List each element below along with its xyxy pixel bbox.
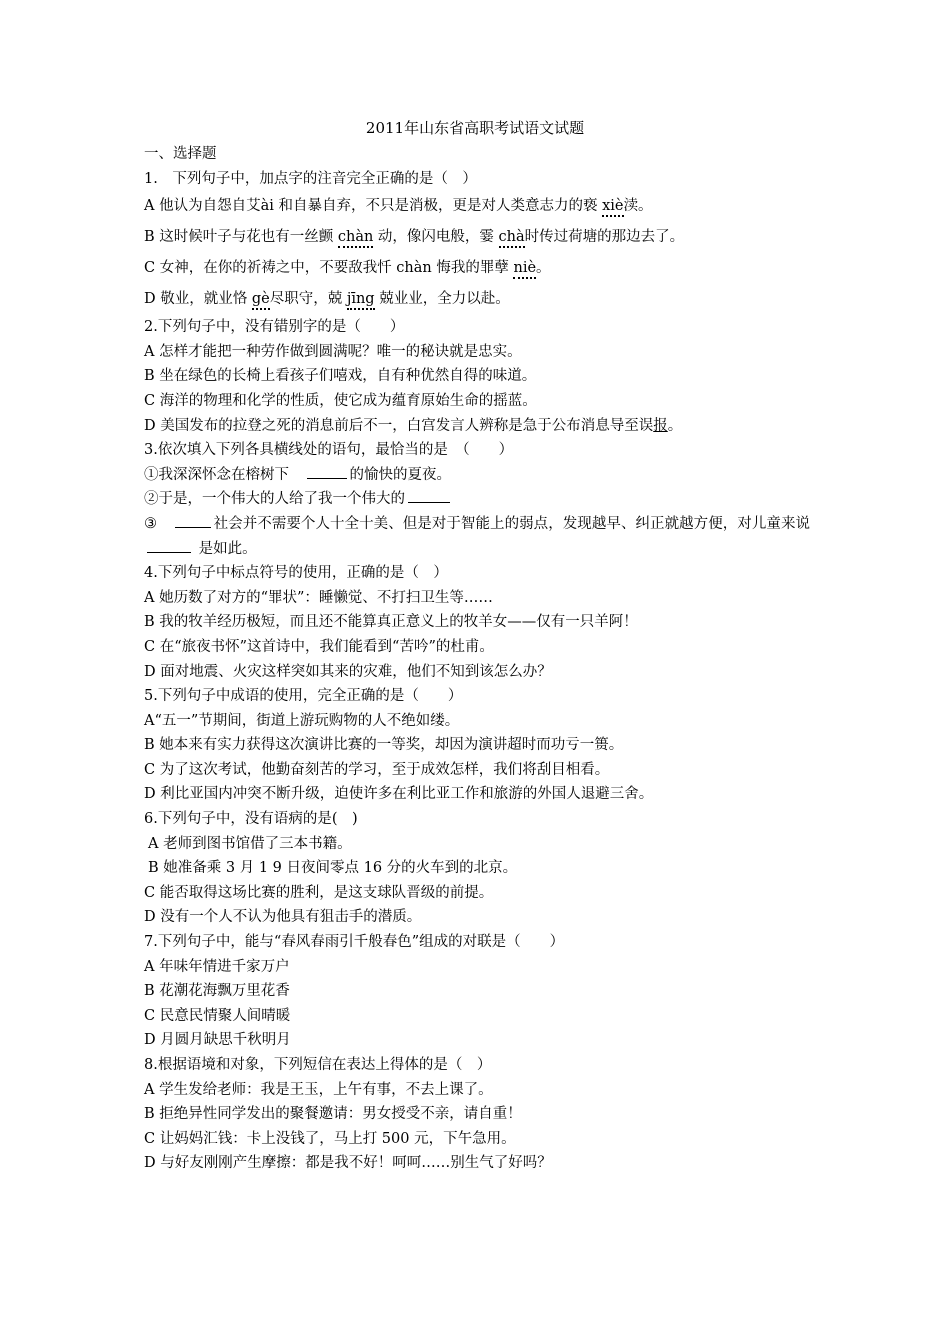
q1-option-a: A 他认为自怨自艾ài 和自暴自弃，不只是消极，更是对人类意志力的亵 xiè渎。 [144,191,810,222]
q7-option-c: C 民意民情聚人间晴暖 [144,1007,291,1024]
q1-stem: 1. 下列句子中，加点字的注音完全正确的是（ ） [144,170,477,187]
q3-stem: 3.依次填入下列各具横线处的语句，最恰当的是 （ ） [144,442,514,459]
fill-blank [147,537,191,553]
q2-option-d: D 美国发布的拉登之死的消息前后不一，白宫发言人辨称是急于公布消息导至误报。 [144,417,683,434]
q6-option-a: A 老师到图书馆借了三本书籍。 [148,835,352,852]
q4-option-a: A 她历数了对方的“罪状”：睡懒觉、不打扫卫生等…… [144,589,493,606]
q2-option-b: B 坐在绿色的长椅上看孩子们嘻戏，自有种优然自得的味道。 [144,368,537,385]
q7-option-a: A 年味年情进千家万户 [144,958,290,975]
pinyin-mark: gè [252,291,270,310]
pinyin-mark: xiè [602,198,623,217]
q8-option-c: C 让妈妈汇钱：卡上没钱了，马上打 500 元，下午急用。 [144,1130,516,1147]
q8-option-d: D 与好友刚刚产生摩擦：都是我不好！呵呵……别生气了好吗？ [144,1155,552,1172]
q5-option-d: D 利比亚国内冲突不断升级，迫使许多在利比亚工作和旅游的外国人退避三舍。 [144,786,654,803]
q3-sentence-2: ②于是，一个伟大的人给了我一个伟大的 [144,487,810,512]
q6-option-c: C 能否取得这场比赛的胜利，是这支球队晋级的前提。 [144,884,494,901]
q4-stem: 4.下列句子中标点符号的使用，正确的是（ ） [144,565,448,582]
q1-option-b: B 这时候叶子与花也有一丝颤 chàn 动，像闪电般，霎 chà时传过荷塘的那边去了。 [144,222,810,253]
q6-option-b: B 她准备乘 3 月 1 9 日夜间零点 16 分的火车到的北京。 [148,860,518,877]
q1-option-c: C 女神，在你的祈祷之中，不要敌我忏 chàn 悔我的罪孽 niè。 [144,253,810,284]
q7-stem: 7.下列句子中，能与“春风春雨引千般春色”组成的对联是（ ） [144,934,565,951]
q6-stem: 6.下列句子中，没有语病的是( ) [144,811,358,828]
q8-stem: 8.根据语境和对象，下列短信在表达上得体的是（ ） [144,1057,492,1073]
q3-sentence-1: ①我深深怀念在榕树下 的愉快的夏夜。 [144,463,810,488]
q5-option-b: B 她本来有实力获得这次演讲比赛的一等奖，却因为演讲超时而功亏一篑。 [144,737,624,754]
q7-option-d: D 月圆月缺思千秋明月 [144,1032,291,1049]
q1-option-d: D 敬业，就业恪 gè尽职守，兢 jīng 兢业业，全力以赴。 [144,284,810,315]
fill-blank [408,487,450,503]
fill-blank [175,512,211,528]
section-heading: 一、选择题 [144,146,217,162]
q8-option-a: A 学生发给老师：我是王玉，上午有事，不去上课了。 [144,1081,493,1098]
pinyin-mark: chà [499,229,525,248]
q2-stem: 2.下列句子中，没有错别字的是（ ） [144,319,405,336]
q5-option-c: C 为了这次考试，他勤奋刻苦的学习，至于成效怎样，我们将刮目相看。 [144,761,610,778]
q8-option-b: B 拒绝异性同学发出的聚餐邀请：男女授受不亲，请自重！ [144,1106,522,1123]
pinyin-mark: ài [260,198,274,215]
q7-option-b: B 花潮花海飘万里花香 [144,983,290,1000]
underlined-char: 报 [653,417,668,434]
pinyin-mark: jīng [347,291,375,310]
q4-option-b: B 我的牧羊经历极短，而且还不能算真正意义上的牧羊女——仅有一只羊阿！ [144,614,638,631]
q4-option-d: D 面对地震、火灾这样突如其来的灾难，他们不知到该怎么办？ [144,663,552,680]
q2-option-a: A 怎样才能把一种劳作做到圆满呢？唯一的秘诀就是忠实。 [144,343,522,360]
pinyin-mark: niè [513,260,536,279]
fill-blank [307,463,347,479]
q5-option-a: A“五一”节期间，街道上游玩购物的人不绝如缕。 [144,712,460,729]
document-body [144,142,810,1176]
q6-option-d: D 没有一个人不认为他具有狙击手的潜质。 [144,909,422,926]
q3-sentence-3: ③ 社会并不需要个人十全十美、但是对于智能上的弱点，发现越早、纠正就越方便，对儿童来说 是如此。 [144,512,810,561]
pinyin-mark: chàn [338,229,373,248]
document-title: 2011年山东省高职考试语文试题 [365,119,585,137]
q4-option-c: C 在“旅夜书怀”这首诗中，我们能看到“苦吟”的杜甫。 [144,638,494,655]
q5-stem: 5.下列句子中成语的使用，完全正确的是（ ） [144,688,463,705]
q2-option-c: C 海洋的物理和化学的性质，使它成为蕴育原始生命的摇蓝。 [144,392,537,409]
